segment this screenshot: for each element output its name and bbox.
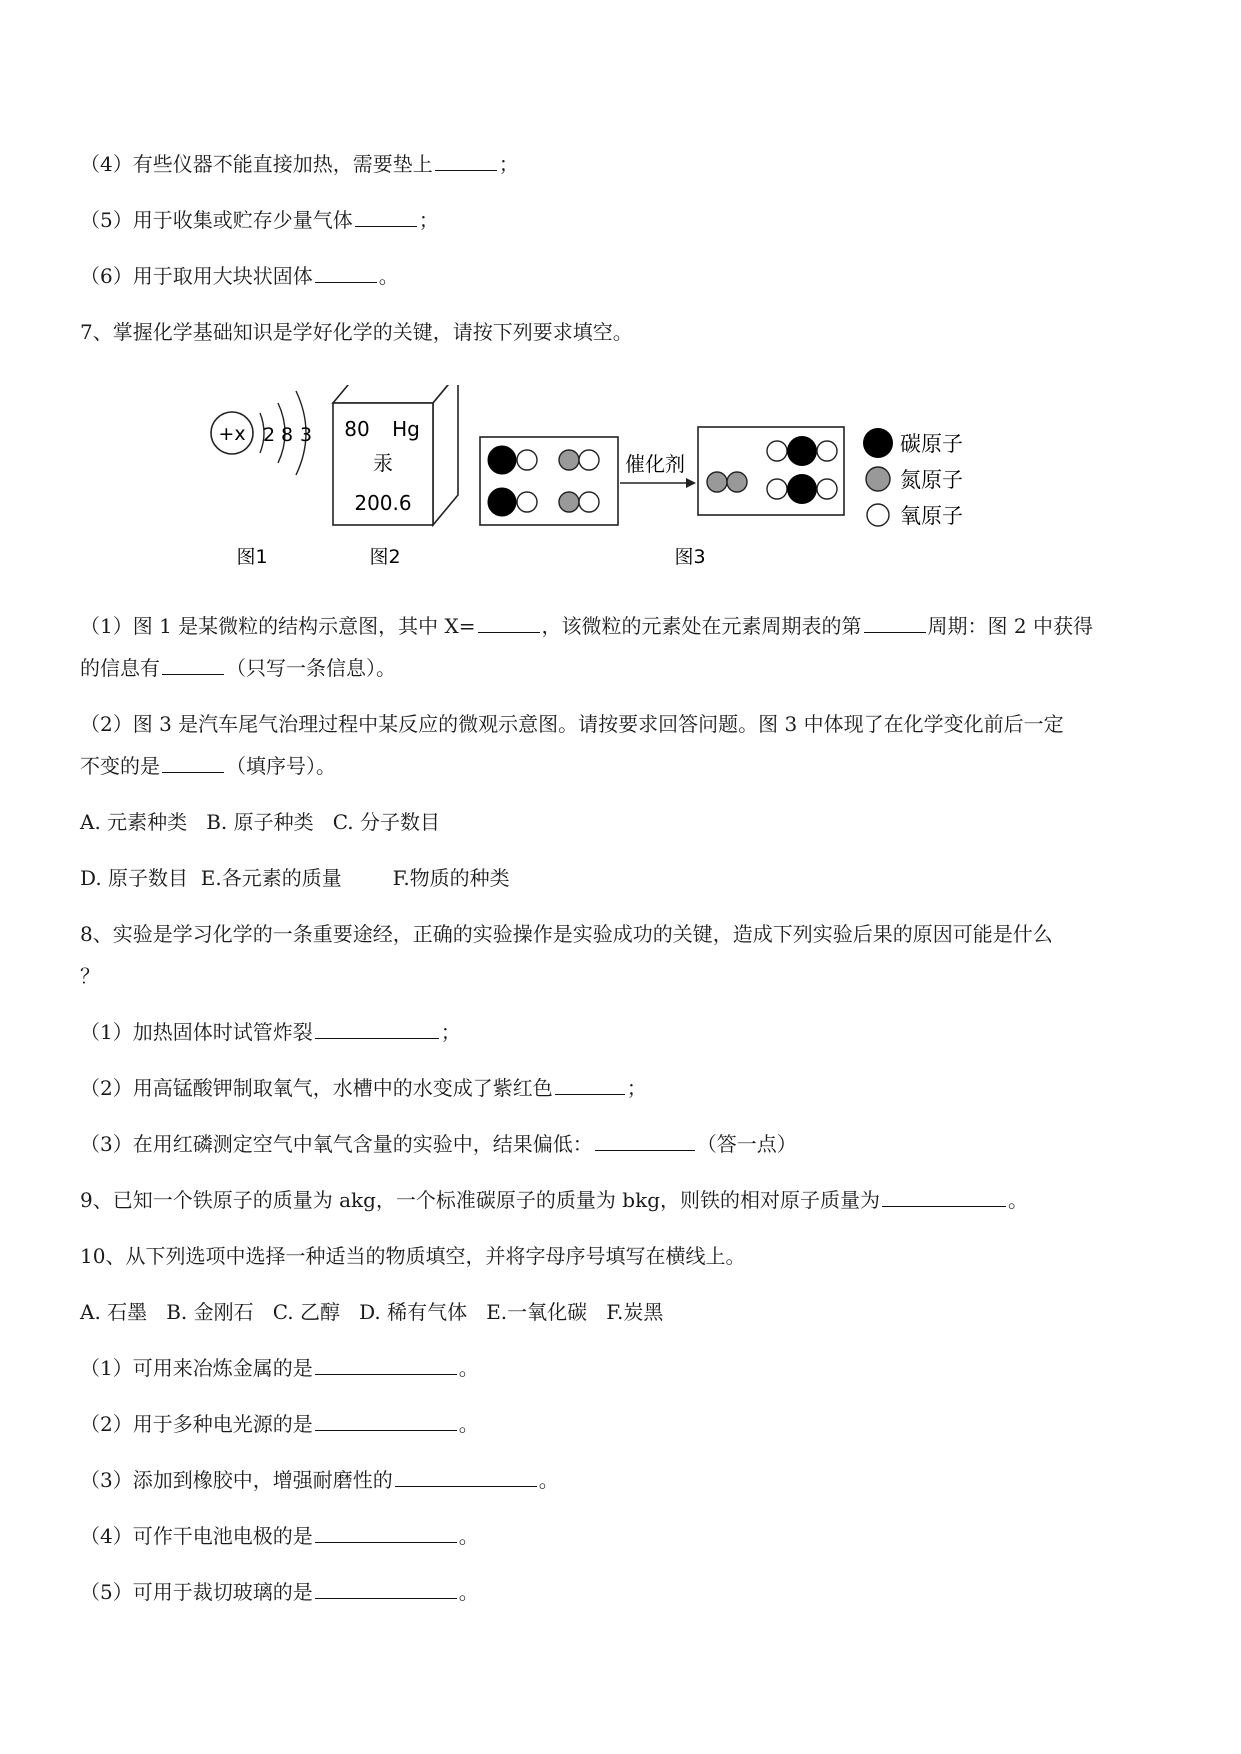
q7-sub1-text: 的信息有 [80, 656, 160, 680]
products-box [698, 427, 844, 515]
q7-figure [200, 385, 1060, 575]
q10-item-4 [80, 1522, 1165, 1550]
q10-item-5 [80, 1578, 1165, 1606]
answer-blank[interactable] [315, 1020, 439, 1039]
fig1-atom-structure [211, 391, 312, 568]
q9-text: 9、已知一个铁原子的质量为 akg，一个标准碳原子的质量为 bkg，则铁的相对原子质量为 [80, 1188, 881, 1212]
atomic-number: 80 [344, 417, 370, 441]
carbon-atom [488, 446, 516, 474]
q10-options: A. 石墨 B. 金刚石 C. 乙醇 D. 稀有气体 E.一氧化碳 F.炭黑 [80, 1300, 664, 1324]
answer-blank[interactable] [355, 208, 417, 227]
q8-item-3-note: （答一点） [696, 1132, 797, 1156]
nitrogen-atom [707, 472, 727, 492]
legend-label: 氧原子 [900, 504, 963, 528]
answer-blank[interactable] [315, 1356, 457, 1375]
element-name: 汞 [373, 451, 393, 475]
q8-item-2 [80, 1074, 1165, 1102]
shell-electrons: 8 [280, 424, 294, 446]
punctuation: 。 [538, 1468, 559, 1492]
oxygen-atom [767, 441, 787, 461]
q6-item-4 [80, 150, 1165, 178]
atomic-mass: 200.6 [354, 491, 412, 515]
answer-blank[interactable] [435, 152, 497, 171]
punctuation: ； [626, 1076, 647, 1100]
answer-blank[interactable] [315, 1580, 457, 1599]
q10-item-5-text: （5）可用于裁切玻璃的是 [80, 1580, 313, 1604]
q7-sub1-text: 周期：图 2 中获得 [927, 614, 1093, 638]
answer-blank[interactable] [882, 1188, 1006, 1207]
legend-label: 碳原子 [900, 432, 963, 456]
q7-sub1-line2 [80, 654, 1165, 682]
q8-item-1-text: （1）加热固体时试管炸裂 [80, 1020, 313, 1044]
q7-options-row1: A. 元素种类 B. 原子种类 C. 分子数目 [80, 810, 441, 834]
oxygen-atom [517, 450, 537, 470]
oxygen-legend-icon [867, 504, 889, 526]
punctuation: ； [418, 208, 439, 232]
answer-blank[interactable] [595, 1132, 695, 1151]
q10-item-1 [80, 1354, 1165, 1382]
q7-sub1-text: （只写一条信息）。 [226, 656, 396, 680]
fig2-element-card [333, 385, 458, 568]
q10-item-2-text: （2）用于多种电光源的是 [80, 1412, 313, 1436]
nitrogen-atom [559, 492, 579, 512]
oxygen-atom [767, 479, 787, 499]
fig1-caption: 图1 [236, 546, 268, 568]
q8-stem-end: ？ [80, 964, 100, 988]
q6-item-5-text: （5）用于收集或贮存少量气体 [80, 208, 353, 232]
q7-sub1-text: （1）图 1 是某微粒的结构示意图，其中 X= [80, 614, 476, 638]
q10-item-3-text: （3）添加到橡胶中，增强耐磨性的 [80, 1468, 393, 1492]
q6-item-4-text: （4）有些仪器不能直接加热，需要垫上 [80, 152, 433, 176]
oxygen-atom [579, 492, 599, 512]
answer-blank[interactable] [315, 264, 377, 283]
q8-item-3-text: （3）在用红磷测定空气中氧气含量的实验中，结果偏低： [80, 1132, 593, 1156]
oxygen-atom [517, 492, 537, 512]
shell-electrons: 2 [262, 424, 276, 446]
answer-blank[interactable] [315, 1524, 457, 1543]
q7-sub1-line1 [80, 612, 1165, 640]
q7-stem: 7、掌握化学基础知识是学好化学的关键，请按下列要求填空。 [80, 320, 633, 344]
answer-blank[interactable] [315, 1412, 457, 1431]
q7-sub1-text: ，该微粒的元素处在元素周期表的第 [541, 614, 862, 638]
answer-blank[interactable] [478, 614, 540, 633]
nitrogen-legend-icon [866, 467, 890, 491]
punctuation: 。 [458, 1412, 479, 1436]
punctuation: 。 [458, 1356, 479, 1380]
q9 [80, 1186, 1165, 1214]
shell-electrons: 3 [299, 424, 313, 446]
answer-blank[interactable] [864, 614, 926, 633]
punctuation: 。 [1008, 1188, 1029, 1212]
q8-item-1 [80, 1018, 1165, 1046]
q6-item-6 [80, 262, 1165, 290]
q7-sub2-line2 [80, 752, 1165, 780]
punctuation: ； [440, 1020, 461, 1044]
nitrogen-atom [559, 450, 579, 470]
carbon-atom [787, 474, 817, 504]
fig2-caption: 图2 [369, 546, 401, 568]
q8-stem: 8、实验是学习化学的一条重要途经，正确的实验操作是实验成功的关键，造成下列实验后果的原因可能是什么 [80, 922, 1053, 946]
q7-sub2-text: 不变的是 [80, 754, 160, 778]
q7-options-row2: D. 原子数目 E.各元素的质量 F.物质的种类 [80, 866, 510, 890]
oxygen-atom [817, 441, 837, 461]
fig3-caption: 图3 [674, 546, 706, 568]
answer-blank[interactable] [162, 754, 224, 773]
q7-sub2-text: （填序号）。 [226, 754, 336, 778]
punctuation: 。 [378, 264, 399, 288]
legend-label: 氮原子 [900, 468, 963, 492]
carbon-legend-icon [863, 428, 893, 458]
q7-sub2-line1: （2）图 3 是汽车尾气治理过程中某反应的微观示意图。请按要求回答问题。图 3 中体现了在化学变化前后一定 [80, 712, 1064, 736]
answer-blank[interactable] [555, 1076, 625, 1095]
nitrogen-atom [727, 472, 747, 492]
q10-item-2 [80, 1410, 1165, 1438]
q8-item-3 [80, 1130, 1165, 1158]
atom-legend [863, 428, 963, 528]
catalyst-label: 催化剂 [625, 452, 685, 476]
punctuation: ； [498, 152, 519, 176]
oxygen-atom [817, 479, 837, 499]
element-symbol: Hg [392, 417, 420, 441]
q10-item-4-text: （4）可作干电池电极的是 [80, 1524, 313, 1548]
q10-item-3 [80, 1466, 1165, 1494]
q8-item-2-text: （2）用高锰酸钾制取氧气，水槽中的水变成了紫红色 [80, 1076, 553, 1100]
punctuation: 。 [458, 1580, 479, 1604]
carbon-atom [488, 488, 516, 516]
carbon-atom [787, 436, 817, 466]
q6-item-5 [80, 206, 1165, 234]
oxygen-atom [579, 450, 599, 470]
q6-item-6-text: （6）用于取用大块状固体 [80, 264, 313, 288]
fig3-reaction [480, 427, 844, 568]
q10-stem: 10、从下列选项中选择一种适当的物质填空，并将字母序号填写在横线上。 [80, 1244, 746, 1268]
q10-item-1-text: （1）可用来冶炼金属的是 [80, 1356, 313, 1380]
punctuation: 。 [458, 1524, 479, 1548]
answer-blank[interactable] [395, 1468, 537, 1487]
answer-blank[interactable] [162, 656, 224, 675]
nucleus-charge: +x [218, 423, 246, 445]
